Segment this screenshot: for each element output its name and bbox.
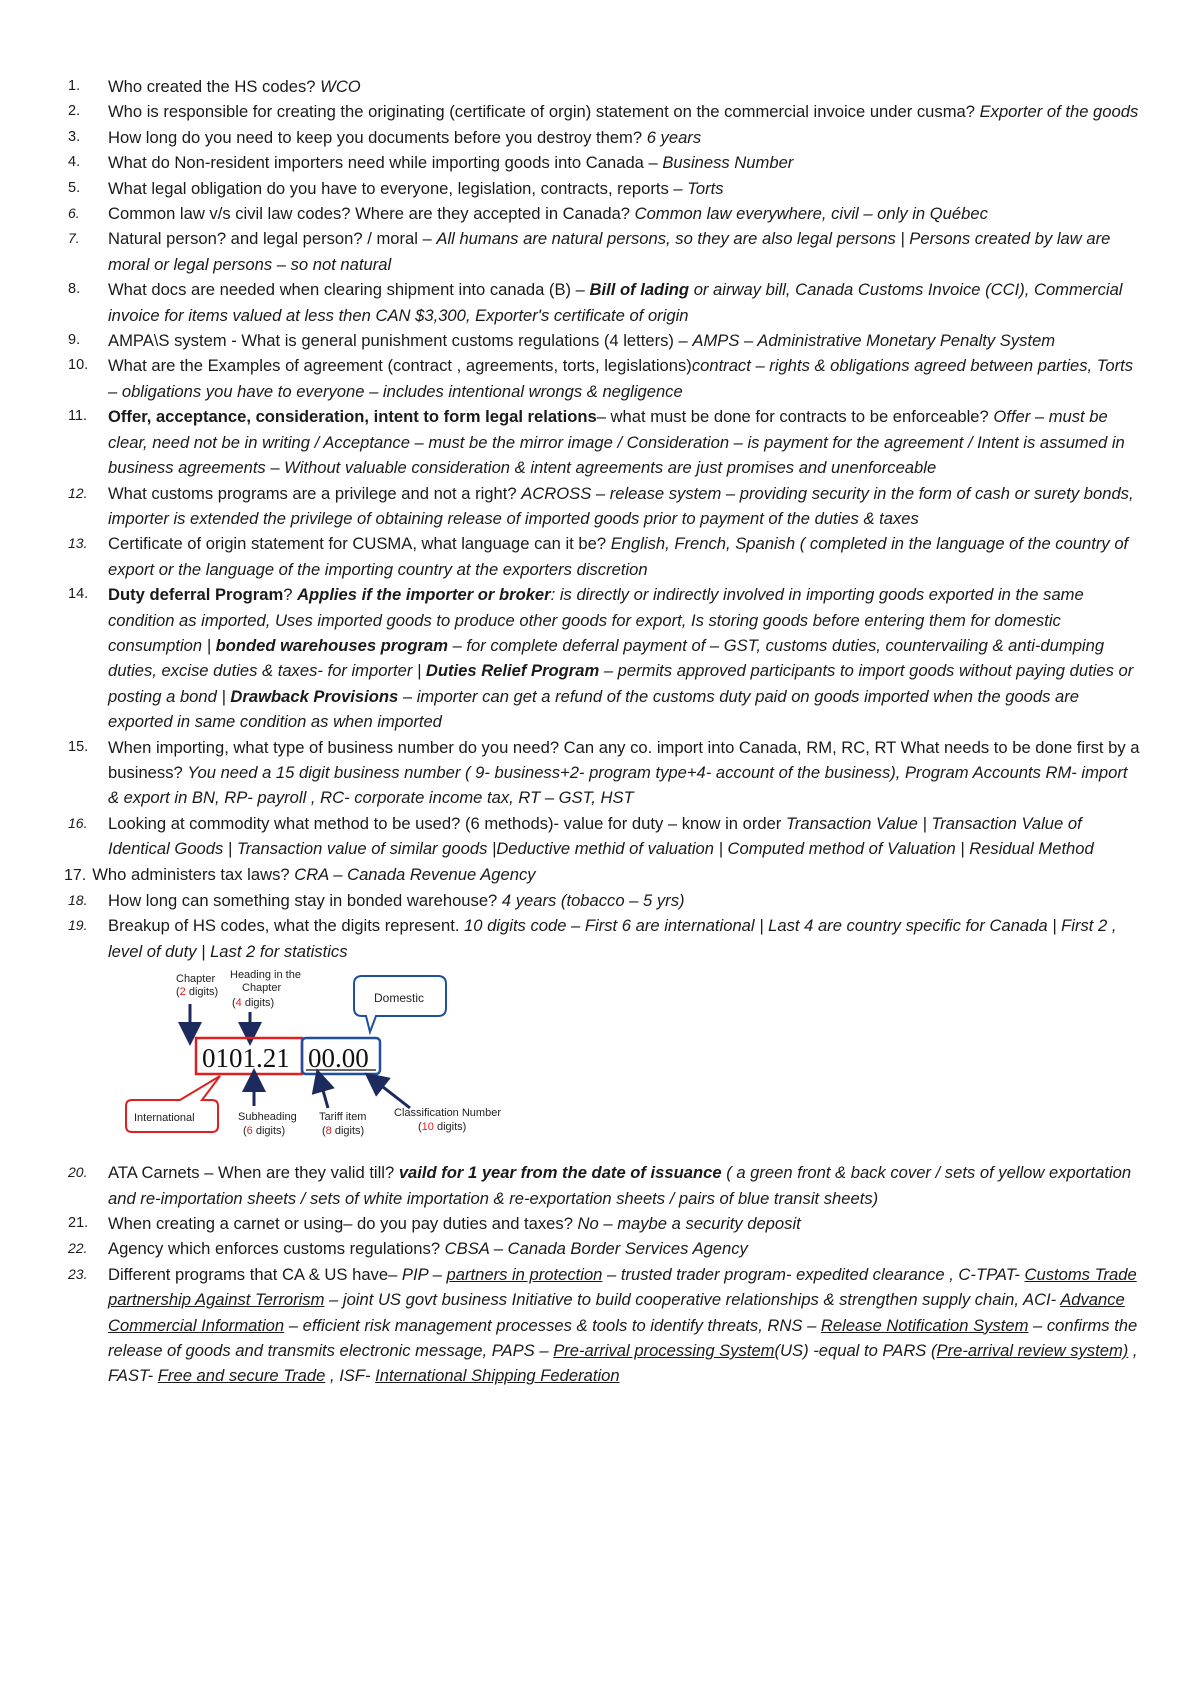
- list-item: [60, 1160, 1140, 1211]
- list-item: [60, 328, 1140, 353]
- heading-label-2: Chapter: [242, 982, 282, 995]
- question-text: Looking at commodity what method to be used? (6 methods)- value for duty – know in order: [108, 813, 786, 833]
- item-number: 6.: [68, 205, 80, 222]
- item-number: 1.: [68, 78, 81, 94]
- item-number: 8.: [68, 281, 81, 298]
- answer-text: contract – rights & obligations agreed between parties, Torts – obligations you have to everyone – includes intentional wrongs & negligence: [108, 356, 1134, 401]
- answer-text: or airway bill, Canada Customs Invoice (CCI), Commercial invoice for items valued at less then CAN $3,300, Exporter's certificate of origin: [108, 280, 1123, 325]
- question-text: Who is responsible for creating the originating (certificate of orgin) statement on the commercial invoice under cusma?: [108, 102, 980, 122]
- item-number: 11.: [68, 408, 88, 425]
- item-number: 5.: [68, 179, 81, 196]
- list-item: [60, 99, 1140, 124]
- list-item: [60, 862, 1140, 888]
- subheading-label: Subheading: [238, 1111, 297, 1124]
- answer-text: Exporter of the goods: [979, 102, 1139, 122]
- subheading-digits: (6 digits): [243, 1125, 286, 1138]
- answer-text: CRA – Canada Revenue Agency: [294, 864, 536, 884]
- item-number: 18.: [68, 892, 88, 908]
- heading-label: Heading in the: [230, 969, 301, 982]
- answer-text: No – maybe a security deposit: [577, 1214, 801, 1234]
- list-item: [60, 1211, 1140, 1236]
- question-bold-text: Offer, acceptance, consideration, intent to form legal relations: [108, 407, 597, 427]
- heading-digits: (4 digits): [232, 997, 275, 1010]
- list-item: [60, 735, 1140, 811]
- question-text: Who created the HS codes?: [108, 77, 321, 96]
- answer-text: Common law everywhere, civil – only in Québec: [634, 204, 988, 224]
- question-text: Agency which enforces customs regulations?: [108, 1239, 445, 1259]
- item-number: 7.: [68, 230, 80, 247]
- item-number: 3.: [68, 128, 81, 145]
- answer-text: : is directly or indirectly involved in importing goods exported in the same condition as imported, Uses imported goods to produce other goods for export, Is storing goods before entering them for domestic consumption |: [108, 585, 1084, 655]
- answer-underlined-text: Customs Trade partnership Against Terrorism: [108, 1264, 1137, 1310]
- question-text: Different programs that CA & US have–: [108, 1264, 402, 1284]
- answer-text: (US) -equal to PARS (: [774, 1341, 937, 1361]
- question-text: What legal obligation do you have to everyone, legislation, contracts, reports –: [108, 178, 688, 198]
- answer-text: You need a 15 digit business number ( 9- business+2- program type+4- account of the business), Program Accounts RM- import & export in BN, RP- payroll , RC- corporate income tax, RT – GST, HST: [108, 762, 1128, 808]
- answer-text: – efficient risk management processes & tools to identify threats, RNS –: [284, 1315, 821, 1335]
- list-item: [60, 176, 1140, 201]
- question-text: When importing, what type of business number do you need? Can any co. import into Canada, RM, RC, RT What needs to be done first by a business?: [108, 737, 1140, 782]
- item-number: 21.: [68, 1215, 89, 1232]
- question-text: – what must be done for contracts to be enforceable?: [596, 407, 994, 427]
- international-label: International: [134, 1112, 195, 1125]
- list-item: [60, 1236, 1140, 1261]
- item-number: 23.: [68, 1265, 88, 1282]
- answer-text: – importer can get a refund of the customs duty paid on goods imported when the goods are exported in same condition as when imported: [108, 686, 1080, 732]
- question-text: ?: [283, 585, 298, 605]
- answer-text: – for complete deferral payment of – GST, customs duties, countervailing & anti-dumping duties, excise duties & taxes- for importer |: [108, 635, 1105, 681]
- question-text: AMPA\S system - What is general punishment customs regulations (4 letters) –: [108, 331, 693, 351]
- list-item: [60, 226, 1140, 277]
- list-item: [60, 582, 1140, 734]
- domestic-label: Domestic: [374, 991, 425, 1006]
- answer-bold-text: vaild for 1 year from the date of issuance: [398, 1163, 722, 1183]
- question-list: [60, 74, 1140, 1389]
- answer-text: , FAST-: [108, 1341, 1138, 1386]
- list-item: [60, 150, 1140, 175]
- answer-text: Transaction Value | Transaction Value of Identical Goods | Transaction value of similar goods |Deductive methid of valuation | Computed method of Valuation | Residual Method: [108, 813, 1094, 859]
- list-item: [60, 353, 1140, 404]
- question-bold-text: Duty deferral Program: [108, 585, 284, 605]
- item-number: 16.: [68, 814, 88, 831]
- list-item: [60, 811, 1140, 862]
- answer-text: – joint US govt business Initiative to build cooperative relationships & strengthen supply chain, ACI-: [324, 1290, 1061, 1310]
- answer-text: Torts: [687, 178, 724, 198]
- answer-bold-text: Bill of lading: [589, 280, 690, 300]
- answer-underlined-text: Pre-arrival processing System: [553, 1341, 775, 1361]
- answer-text: 6 years: [646, 127, 702, 147]
- item-number: 10.: [68, 357, 89, 374]
- answer-text: PIP –: [401, 1264, 447, 1284]
- answer-text: , ISF-: [325, 1366, 376, 1386]
- answer-underlined-text: Free and secure Trade: [157, 1366, 326, 1386]
- question-text: Breakup of HS codes, what the digits represent.: [108, 916, 465, 936]
- item-number: 17.: [64, 866, 87, 884]
- item-number: 13.: [68, 535, 88, 552]
- answer-text: Offer – must be clear, need not be in writing / Acceptance – must be the mirror image / Consideration – is payment for the agreement / Intent is assumed in business agreements – Without valuable consideration & intent agreements are just promises and unenforceable: [108, 407, 1125, 478]
- answer-text: 10 digits code – First 6 are international | Last 4 are country specific for Canada | First 2 , level of duty | Last 2 for statistics: [108, 916, 1117, 961]
- chapter-digits: (2 digits): [176, 986, 219, 999]
- hs-code-diagram-svg: [108, 964, 1140, 1160]
- answer-text: – permits approved participants to import goods without paying duties or posting a bond |: [108, 661, 1134, 706]
- answer-underlined-text: Advance Commercial Information: [108, 1290, 1125, 1335]
- item-number: 12.: [68, 484, 88, 501]
- hs-code-diagram: [108, 964, 1140, 1160]
- list-item: [60, 1262, 1140, 1389]
- item-number: 2.: [68, 103, 81, 120]
- question-text: How long do you need to keep you documents before you destroy them?: [108, 127, 647, 147]
- question-text: Who administers tax laws?: [92, 864, 295, 884]
- list-item: [60, 125, 1140, 150]
- list-item: [60, 888, 1140, 913]
- tariff-label: Tariff item: [319, 1111, 367, 1124]
- question-text: ATA Carnets – When are they valid till?: [108, 1163, 399, 1183]
- list-item: [60, 74, 1140, 99]
- question-text: What docs are needed when clearing shipment into canada (B) –: [108, 280, 590, 300]
- item-number: 14.: [68, 586, 89, 603]
- question-text: What do Non-resident importers need while importing goods into Canada –: [108, 153, 663, 173]
- classification-label: Classification Number: [394, 1107, 501, 1120]
- list-item: [60, 201, 1140, 226]
- question-text: When creating a carnet or using– do you pay duties and taxes?: [108, 1214, 578, 1234]
- answer-text: WCO: [320, 77, 361, 96]
- tariff-digits: (8 digits): [322, 1125, 365, 1138]
- answer-bold-text: Applies if the importer or broker: [297, 585, 551, 605]
- item-number: 9.: [68, 332, 81, 349]
- classification-digits: (10 digits): [418, 1121, 467, 1134]
- question-text: Common law v/s civil law codes? Where are they accepted in Canada?: [108, 204, 635, 224]
- answer-underlined-text: Pre-arrival review system): [936, 1341, 1129, 1361]
- answer-underlined-text: partners in protection: [446, 1264, 603, 1284]
- answer-text: 4 years (tobacco – 5 yrs): [501, 891, 685, 910]
- item-number: 19.: [68, 917, 88, 934]
- question-text: Natural person? and legal person? / moral –: [108, 229, 437, 249]
- answer-bold-text: bonded warehouses program: [215, 635, 448, 655]
- answer-text: Business Number: [662, 153, 794, 173]
- answer-text: – confirms the release of goods and transmits electronic message, PAPS –: [108, 1315, 1138, 1361]
- answer-text: ( a green front & back cover / sets of yellow exportation and re-importation sheets / sets of white importation & re-exportation sheets / pairs of blue transit sheets): [108, 1163, 1132, 1208]
- item-number: 22.: [68, 1240, 88, 1257]
- item-number: 20.: [68, 1164, 88, 1181]
- question-text: How long can something stay in bonded warehouse?: [108, 891, 502, 910]
- list-item: [60, 913, 1140, 964]
- list-item: [60, 277, 1140, 328]
- hs-code-international: 0101.21: [202, 1043, 290, 1074]
- answer-text: All humans are natural persons, so they are also legal persons | Persons created by law are moral or legal persons – so not natural: [108, 229, 1111, 274]
- answer-underlined-text: International Shipping Federation: [375, 1366, 620, 1386]
- answer-text: – trusted trader program- expedited clearance , C-TPAT-: [602, 1264, 1025, 1284]
- answer-text: AMPS – Administrative Monetary Penalty System: [692, 331, 1056, 351]
- answer-bold-text: Drawback Provisions: [230, 686, 399, 706]
- answer-underlined-text: Release Notification System: [820, 1315, 1029, 1335]
- answer-text: CBSA – Canada Border Services Agency: [444, 1239, 748, 1259]
- list-item: [60, 531, 1140, 582]
- hs-diagram-row: [60, 964, 1140, 1160]
- answer-text: ACROSS – release system – providing security in the form of cash or surety bonds, importer is extended the privilege of obtaining release of imported goods prior to payment of the duties & taxes: [108, 483, 1134, 528]
- list-item: [60, 481, 1140, 532]
- item-number: 15.: [68, 738, 89, 755]
- answer-bold-text: Duties Relief Program: [425, 661, 600, 681]
- question-text: What customs programs are a privilege and not a right?: [108, 483, 522, 503]
- item-number: 4.: [68, 154, 81, 171]
- question-text: Certificate of origin statement for CUSMA, what language can it be?: [108, 534, 611, 554]
- question-text: What are the Examples of agreement (contract , agreements, torts, legislations): [108, 356, 692, 376]
- chapter-label: Chapter: [176, 973, 216, 986]
- tariff-arrow: [320, 1080, 328, 1108]
- answer-text: English, French, Spanish ( completed in the language of the country of export or the language of the importing country at the exporters discretion: [108, 534, 1129, 579]
- classification-arrow: [374, 1080, 410, 1108]
- list-item: [60, 404, 1140, 480]
- hs-code-domestic: 00.00: [308, 1043, 369, 1074]
